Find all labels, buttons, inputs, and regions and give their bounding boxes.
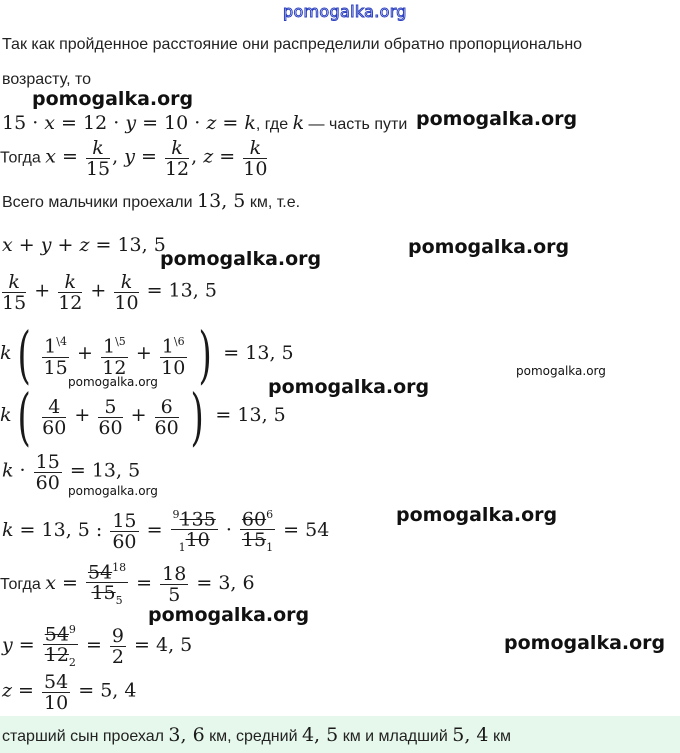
answer-text-d: км bbox=[492, 728, 511, 745]
then-label-2: Тогда bbox=[0, 575, 41, 593]
watermark-5: pomogalka.org bbox=[68, 375, 158, 389]
equation-xyz-in-k: Тогда x = $\frac{k}{15}$ , y = $\frac{k}{12}$ , z = $\frac{k}{10}$ bbox=[0, 137, 268, 180]
watermark-2: pomogalka.org bbox=[416, 108, 578, 130]
total-text-b: км, т.е. bbox=[249, 194, 301, 211]
eq1-tail-text: — часть пути bbox=[308, 116, 408, 133]
equation-proportion: 15 · x = 12 · y = 10 · z = k, где k — часть пути bbox=[2, 112, 408, 134]
total-text-a: Всего мальчики проехали bbox=[2, 194, 193, 211]
intro-line-2: возрасту, то bbox=[2, 71, 92, 88]
equation-x-value: Тогда x = $\frac{54^{18}}{15_5}$ = $\frac{18}{5}$ = 3, 6 bbox=[0, 558, 255, 611]
equation-sum: x + y + z = 13, 5 bbox=[2, 234, 166, 256]
watermark-8: pomogalka.org bbox=[68, 484, 158, 498]
header-watermark: pomogalka.org bbox=[283, 2, 407, 21]
total-value: 13, 5 bbox=[197, 190, 246, 212]
then-label-1: Тогда bbox=[0, 149, 41, 167]
equation-fractions-k: $\frac{k}{15}$ + $\frac{k}{12}$ + $\frac{k}{10}$ = 13, 5 bbox=[2, 271, 217, 314]
watermark-4: pomogalka.org bbox=[160, 248, 322, 270]
answer-text-a: старший сын проехал bbox=[2, 728, 164, 745]
watermark-11: pomogalka.org bbox=[504, 632, 666, 654]
equation-factored: k( $\frac{1^{\backslash 4}}{15}$ + $\frac{1^{\backslash 5}}{12}$ + $\frac{1^{\backslash 6}}{10}$ ) = 13, 5 bbox=[0, 318, 294, 391]
answer-value-3: 5, 4 bbox=[452, 724, 489, 746]
eq1-mid-text: , где bbox=[255, 116, 289, 133]
answer-line bbox=[2, 724, 511, 746]
equation-y-value: y = $\frac{54^9}{12_2}$ = $\frac{9}{2}$ = 4, 5 bbox=[2, 620, 192, 673]
answer-value-2: 4, 5 bbox=[301, 724, 339, 746]
equation-common-denominator: k( $\frac{4}{60}$ + $\frac{5}{60}$ + $\frac{6}{60}$ ) = 13, 5 bbox=[0, 380, 286, 453]
equation-k-times-fraction: k · $\frac{15}{60}$ = 13, 5 bbox=[2, 451, 141, 494]
watermark-6: pomogalka.org bbox=[268, 376, 430, 398]
answer-text-c: км и младший bbox=[342, 728, 448, 745]
answer-value-1: 3, 6 bbox=[168, 724, 205, 746]
watermark-3: pomogalka.org bbox=[408, 236, 570, 258]
watermark-1: pomogalka.org bbox=[32, 88, 194, 110]
answer-bar bbox=[0, 716, 680, 753]
watermark-10: pomogalka.org bbox=[148, 604, 310, 626]
watermark-9: pomogalka.org bbox=[396, 504, 558, 526]
answer-text-b: км, средний bbox=[209, 728, 298, 745]
watermark-7: pomogalka.org bbox=[516, 364, 606, 378]
equation-z-value: z = $\frac{54}{10}$ = 5, 4 bbox=[2, 671, 137, 714]
intro-line-1: Так как пройденное расстояние они распределили обратно пропорционально bbox=[2, 36, 583, 53]
total-distance-line bbox=[2, 190, 300, 212]
equation-k-value: k = 13, 5 : $\frac{15}{60}$ = $\frac{^9135}{_110}$ · $\frac{60^6}{15_1}$ = 54 bbox=[2, 505, 329, 558]
